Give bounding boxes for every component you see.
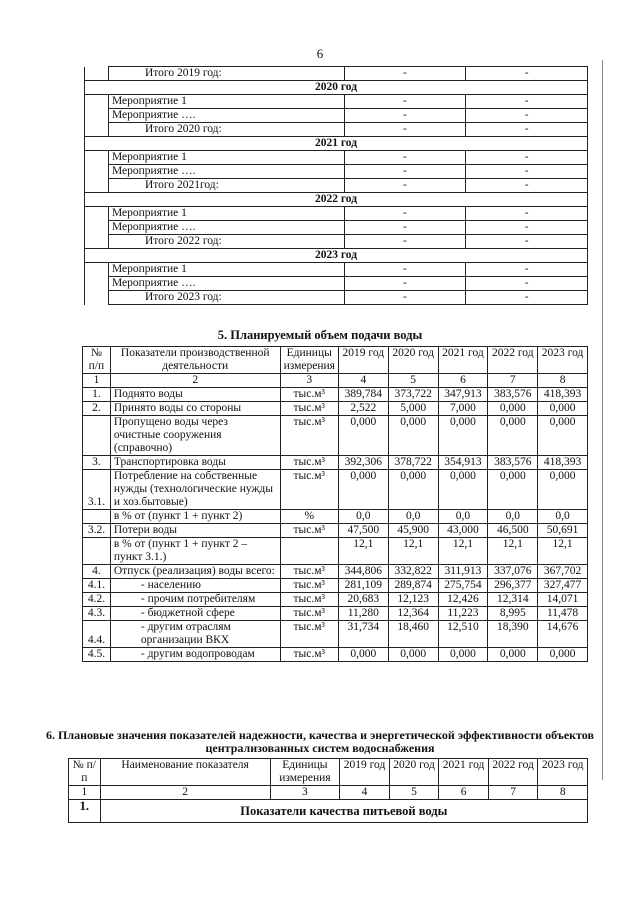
water-supply-table — [82, 346, 588, 662]
value-cell: - — [344, 151, 466, 165]
row-number — [83, 416, 111, 456]
value-cell: 14,676 — [538, 621, 588, 648]
value-cell: - — [344, 235, 466, 249]
value-cell: 332,822 — [388, 565, 438, 579]
indicator-name: Потребление на собственные нужды (технологические нужды и хоз.бытовые) — [110, 470, 280, 510]
value-cell: 383,576 — [488, 388, 538, 402]
gap-cell — [85, 235, 109, 249]
row-number: 3. — [83, 456, 111, 470]
value-cell: 11,280 — [338, 607, 388, 621]
unit-cell: тыс.м³ — [280, 470, 338, 510]
value-cell: 12,1 — [438, 538, 488, 565]
total-label: Итого 2021год: — [108, 179, 344, 193]
value-cell: 12,1 — [488, 538, 538, 565]
value-cell: 12,1 — [388, 538, 438, 565]
column-number: 7 — [488, 786, 538, 800]
table-row — [85, 151, 588, 165]
value-cell: 11,223 — [438, 607, 488, 621]
value-cell: - — [466, 95, 588, 109]
indicator-name: - другим водопроводам — [110, 648, 280, 662]
total-label: Итого 2019 год: — [108, 67, 344, 81]
year-heading: 2021 год — [85, 137, 588, 151]
value-cell: - — [466, 277, 588, 291]
column-number: 5 — [388, 374, 438, 388]
value-cell: 281,109 — [338, 579, 388, 593]
column-number-row — [69, 786, 588, 800]
table-row — [85, 67, 588, 81]
table-row — [83, 579, 588, 593]
value-cell: 0,000 — [488, 402, 538, 416]
column-header: 2022 год — [488, 759, 538, 786]
row-number: 4. — [83, 565, 111, 579]
value-cell: - — [344, 179, 466, 193]
value-cell: - — [466, 109, 588, 123]
column-number-row — [83, 374, 588, 388]
indicator-name: - другим отраслям организации ВКХ — [110, 621, 280, 648]
table-row — [83, 416, 588, 456]
column-number: 8 — [538, 374, 588, 388]
column-header: 2023 год — [538, 759, 588, 786]
value-cell: - — [466, 263, 588, 277]
value-cell: 43,000 — [438, 524, 488, 538]
column-header: 2019 год — [340, 759, 390, 786]
value-cell: 378,722 — [388, 456, 438, 470]
measure-label: Мероприятие 1 — [108, 207, 344, 221]
value-cell: 14,071 — [538, 593, 588, 607]
table-row — [83, 593, 588, 607]
value-cell: - — [344, 165, 466, 179]
row-number: 1. — [69, 800, 101, 823]
value-cell: - — [344, 95, 466, 109]
gap-cell — [85, 277, 109, 291]
value-cell: 0,0 — [538, 510, 588, 524]
unit-cell: тыс.м³ — [280, 621, 338, 648]
value-cell: 11,478 — [538, 607, 588, 621]
value-cell: 367,702 — [538, 565, 588, 579]
value-cell: 347,913 — [438, 388, 488, 402]
value-cell: - — [466, 123, 588, 137]
gap-cell — [85, 151, 109, 165]
header-row — [83, 347, 588, 374]
value-cell: 7,000 — [438, 402, 488, 416]
gap-cell — [85, 123, 109, 137]
column-header: 2021 год — [439, 759, 489, 786]
value-cell: - — [344, 109, 466, 123]
value-cell: 31,734 — [338, 621, 388, 648]
value-cell: 327,477 — [538, 579, 588, 593]
table-row — [85, 123, 588, 137]
value-cell: 0,000 — [438, 416, 488, 456]
unit-cell: тыс.м³ — [280, 388, 338, 402]
value-cell: 0,0 — [388, 510, 438, 524]
column-number: 2 — [110, 374, 280, 388]
unit-cell: тыс.м³ — [280, 648, 338, 662]
row-number: 4.4. — [83, 621, 111, 648]
column-number: 8 — [538, 786, 588, 800]
value-cell: 0,000 — [538, 416, 588, 456]
indicator-name: в % от (пункт 1 + пункт 2) — [110, 510, 280, 524]
value-cell: 373,722 — [388, 388, 438, 402]
value-cell: 12,123 — [388, 593, 438, 607]
investment-years-table — [84, 66, 588, 305]
table-row — [85, 235, 588, 249]
value-cell: 12,510 — [438, 621, 488, 648]
row-number: 4.1. — [83, 579, 111, 593]
measure-label: Мероприятие 1 — [108, 151, 344, 165]
column-number: 6 — [438, 374, 488, 388]
table-row — [83, 621, 588, 648]
indicator-name: Потери воды — [110, 524, 280, 538]
value-cell: - — [466, 207, 588, 221]
table-row — [83, 565, 588, 579]
indicator-name: Принято воды со стороны — [110, 402, 280, 416]
year-heading: 2022 год — [85, 193, 588, 207]
table-row — [83, 510, 588, 524]
measure-label: Мероприятие …. — [108, 221, 344, 235]
column-header: 2020 год — [388, 347, 438, 374]
unit-cell: тыс.м³ — [280, 416, 338, 456]
row-number: 2. — [83, 402, 111, 416]
indicator-name: - населению — [110, 579, 280, 593]
year-heading: 2023 год — [85, 249, 588, 263]
year-heading: 2020 год — [85, 81, 588, 95]
table-row — [85, 249, 588, 263]
value-cell: - — [344, 277, 466, 291]
measure-label: Мероприятие …. — [108, 165, 344, 179]
table-row — [85, 95, 588, 109]
gap-cell — [85, 67, 109, 81]
table-row — [83, 470, 588, 510]
column-header: 2019 год — [338, 347, 388, 374]
row-number: 1. — [83, 388, 111, 402]
value-cell: - — [466, 165, 588, 179]
indicator-name: Отпуск (реализация) воды всего: — [110, 565, 280, 579]
value-cell: 18,390 — [488, 621, 538, 648]
unit-cell: тыс.м³ — [280, 402, 338, 416]
measure-label: Мероприятие …. — [108, 109, 344, 123]
table-row — [85, 291, 588, 305]
value-cell: 418,393 — [538, 456, 588, 470]
value-cell: - — [466, 235, 588, 249]
row-number — [83, 510, 111, 524]
group-heading: Показатели качества питьевой воды — [100, 800, 587, 823]
section-6-title: 6. Плановые значения показателей надежности, качества и энергетической эффективности объектов централизованных систем водоснабжения — [46, 728, 594, 755]
value-cell: 0,000 — [488, 416, 538, 456]
value-cell: 296,377 — [488, 579, 538, 593]
unit-cell: тыс.м³ — [280, 456, 338, 470]
value-cell: 12,1 — [338, 538, 388, 565]
column-header: Наименование показателя — [100, 759, 270, 786]
value-cell: - — [466, 151, 588, 165]
table-row — [85, 137, 588, 151]
value-cell: 46,500 — [488, 524, 538, 538]
value-cell: 0,000 — [338, 648, 388, 662]
value-cell: 344,806 — [338, 565, 388, 579]
table-row — [85, 221, 588, 235]
value-cell: - — [344, 123, 466, 137]
value-cell: 0,000 — [388, 416, 438, 456]
column-number: 2 — [100, 786, 270, 800]
value-cell: 0,0 — [488, 510, 538, 524]
row-number: 4.3. — [83, 607, 111, 621]
column-number: 7 — [488, 374, 538, 388]
value-cell: 0,000 — [438, 470, 488, 510]
column-number: 6 — [439, 786, 489, 800]
gap-cell — [85, 207, 109, 221]
indicator-name: Транспортировка воды — [110, 456, 280, 470]
table-row — [83, 388, 588, 402]
value-cell: 47,500 — [338, 524, 388, 538]
value-cell: 8,995 — [488, 607, 538, 621]
value-cell: - — [466, 67, 588, 81]
value-cell: 337,076 — [488, 565, 538, 579]
value-cell: 311,913 — [438, 565, 488, 579]
gap-cell — [85, 221, 109, 235]
column-header: Единицы измерения — [280, 347, 338, 374]
value-cell: 392,306 — [338, 456, 388, 470]
table-row — [83, 402, 588, 416]
margin-line — [602, 60, 603, 780]
value-cell: 0,000 — [388, 648, 438, 662]
value-cell: 12,364 — [388, 607, 438, 621]
page-number: 6 — [316, 46, 324, 61]
value-cell: 0,000 — [338, 416, 388, 456]
table-row — [83, 648, 588, 662]
value-cell: 418,393 — [538, 388, 588, 402]
unit-cell: тыс.м³ — [280, 593, 338, 607]
row-number: 4.2. — [83, 593, 111, 607]
column-header: 2022 год — [488, 347, 538, 374]
value-cell: 0,000 — [488, 648, 538, 662]
column-header: Показатели производственной деятельности — [110, 347, 280, 374]
table-row — [85, 81, 588, 95]
column-header: 2020 год — [389, 759, 439, 786]
column-number: 3 — [280, 374, 338, 388]
section-5-title: 5. Планируемый объем подачи воды — [217, 328, 423, 342]
indicator-name: Поднято воды — [110, 388, 280, 402]
table-row — [85, 165, 588, 179]
value-cell: 0,0 — [338, 510, 388, 524]
table-row — [85, 263, 588, 277]
table-row — [85, 109, 588, 123]
indicator-name: - прочим потребителям — [110, 593, 280, 607]
measure-label: Мероприятие 1 — [108, 95, 344, 109]
column-number: 1 — [69, 786, 101, 800]
value-cell: - — [344, 263, 466, 277]
value-cell: 383,576 — [488, 456, 538, 470]
value-cell: 0,000 — [488, 470, 538, 510]
value-cell: 12,1 — [538, 538, 588, 565]
value-cell: 12,314 — [488, 593, 538, 607]
gap-cell — [85, 179, 109, 193]
table-row — [83, 524, 588, 538]
total-label: Итого 2023 год: — [108, 291, 344, 305]
gap-cell — [85, 291, 109, 305]
table-row — [83, 456, 588, 470]
column-header: № п/п — [83, 347, 111, 374]
column-header: 2021 год — [438, 347, 488, 374]
value-cell: 12,426 — [438, 593, 488, 607]
unit-cell: тыс.м³ — [280, 565, 338, 579]
value-cell: 289,874 — [388, 579, 438, 593]
value-cell: 354,913 — [438, 456, 488, 470]
column-header: № п/п — [69, 759, 101, 786]
value-cell: 0,000 — [538, 648, 588, 662]
value-cell: 0,0 — [438, 510, 488, 524]
row-number: 3.1. — [83, 470, 111, 510]
row-number: 3.2. — [83, 524, 111, 538]
value-cell: - — [344, 207, 466, 221]
value-cell: 275,754 — [438, 579, 488, 593]
value-cell: - — [466, 221, 588, 235]
value-cell: 20,683 — [338, 593, 388, 607]
table-row — [85, 207, 588, 221]
total-label: Итого 2020 год: — [108, 123, 344, 137]
value-cell: 0,000 — [538, 470, 588, 510]
unit-cell: тыс.м³ — [280, 524, 338, 538]
value-cell: 0,000 — [388, 470, 438, 510]
indicator-name: Пропущено воды через очистные сооружения (справочно) — [110, 416, 280, 456]
unit-cell — [280, 538, 338, 565]
value-cell: 0,000 — [338, 470, 388, 510]
value-cell: 389,784 — [338, 388, 388, 402]
gap-cell — [85, 95, 109, 109]
table-row — [85, 179, 588, 193]
value-cell: - — [344, 221, 466, 235]
column-number: 4 — [338, 374, 388, 388]
row-number — [83, 538, 111, 565]
column-header: Единицы измерения — [270, 759, 340, 786]
value-cell: 45,900 — [388, 524, 438, 538]
header-row — [69, 759, 588, 786]
gap-cell — [85, 109, 109, 123]
value-cell: 5,000 — [388, 402, 438, 416]
value-cell: 0,000 — [538, 402, 588, 416]
unit-cell: % — [280, 510, 338, 524]
column-number: 1 — [83, 374, 111, 388]
value-cell: - — [466, 291, 588, 305]
value-cell: 50,691 — [538, 524, 588, 538]
table-row — [85, 193, 588, 207]
column-number: 3 — [270, 786, 340, 800]
column-number: 5 — [389, 786, 439, 800]
value-cell: - — [466, 179, 588, 193]
column-number: 4 — [340, 786, 390, 800]
value-cell: 0,000 — [438, 648, 488, 662]
reliability-indicators-table — [68, 758, 588, 823]
gap-cell — [85, 263, 109, 277]
unit-cell: тыс.м³ — [280, 607, 338, 621]
indicator-name: - бюджетной сфере — [110, 607, 280, 621]
value-cell: - — [344, 67, 466, 81]
value-cell: 18,460 — [388, 621, 438, 648]
measure-label: Мероприятие 1 — [108, 263, 344, 277]
value-cell: - — [344, 291, 466, 305]
table-row — [69, 800, 588, 823]
table-row — [83, 538, 588, 565]
column-header: 2023 год — [538, 347, 588, 374]
table-row — [85, 277, 588, 291]
total-label: Итого 2022 год: — [108, 235, 344, 249]
unit-cell: тыс.м³ — [280, 579, 338, 593]
row-number: 4.5. — [83, 648, 111, 662]
table-row — [83, 607, 588, 621]
measure-label: Мероприятие …. — [108, 277, 344, 291]
value-cell: 2,522 — [338, 402, 388, 416]
gap-cell — [85, 165, 109, 179]
indicator-name: в % от (пункт 1 + пункт 2 – пункт 3.1.) — [110, 538, 280, 565]
